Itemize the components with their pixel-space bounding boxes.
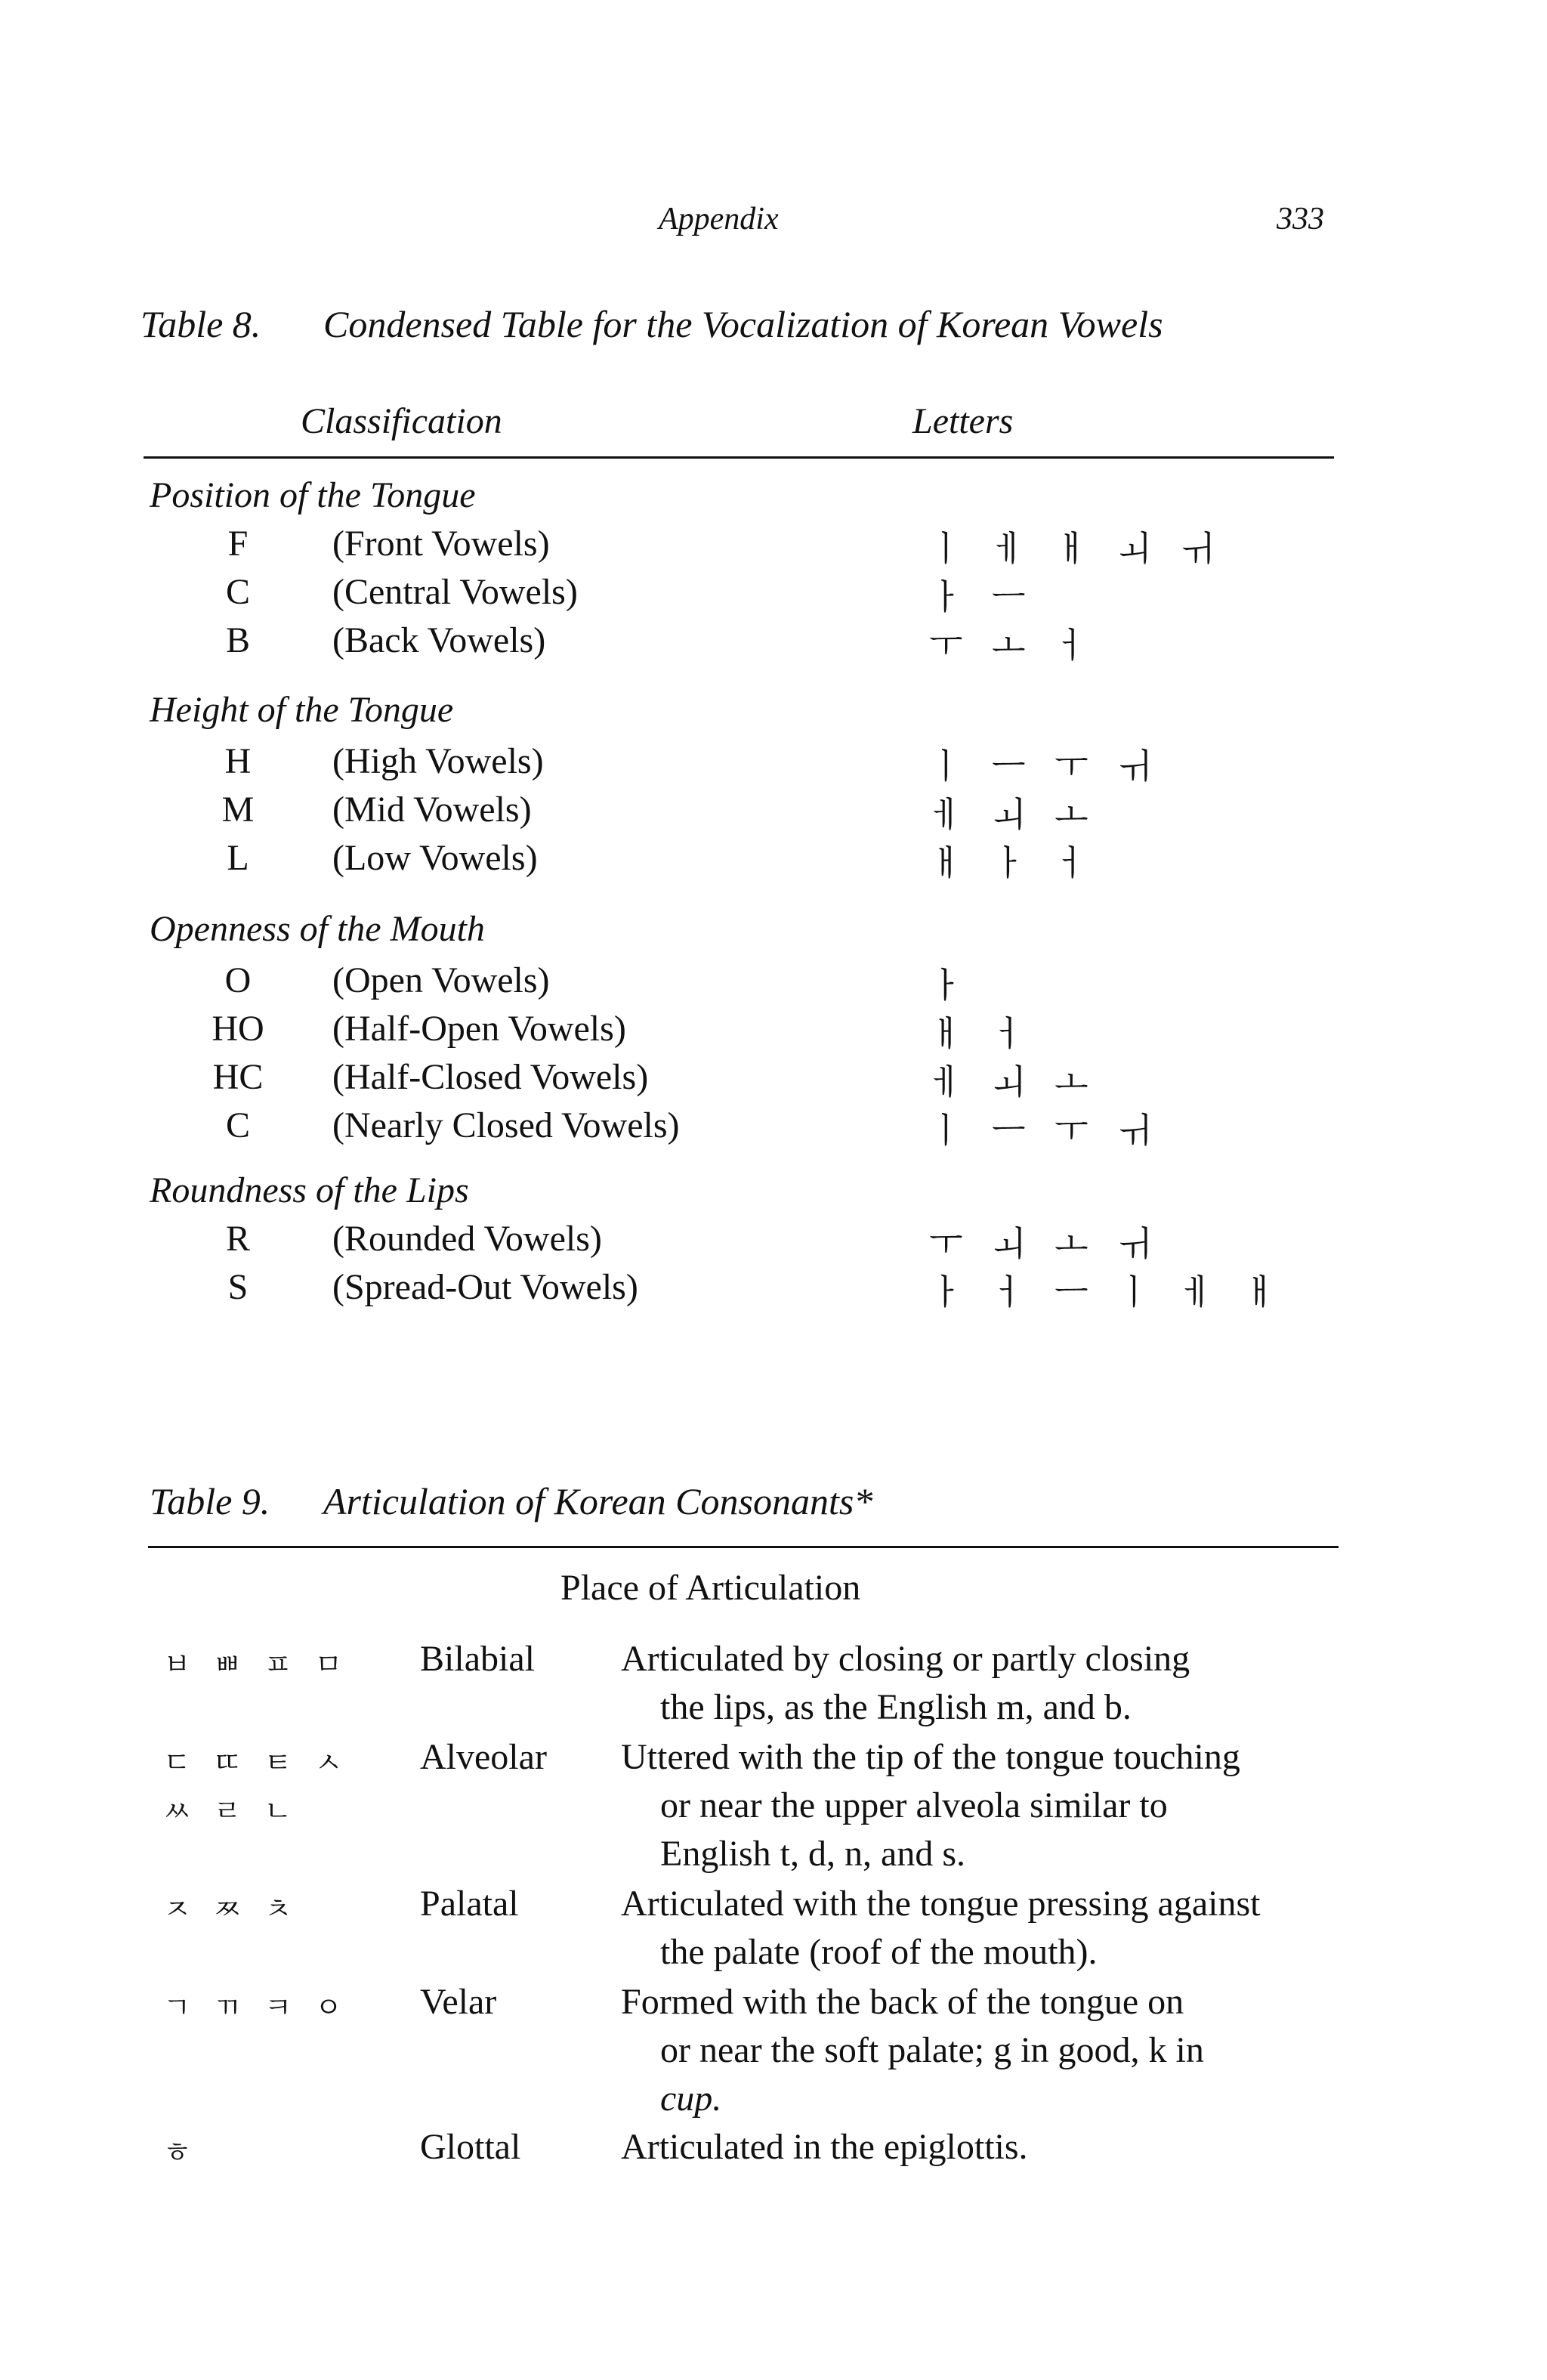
col-place-of-articulation: Place of Articulation [560, 1568, 861, 1608]
consonant-letters: ㄱ ㄲ ㅋ ㅇ [163, 1991, 343, 2024]
row-description: (Central Vowels) [332, 572, 578, 612]
table9-label: Table 9. [150, 1480, 270, 1522]
table9-rule [148, 1546, 1339, 1548]
vowel-letters: ㅏ ㅡ [929, 576, 1026, 617]
section-heading: Openness of the Mouth [150, 909, 485, 949]
row-description: (Spread-Out Vowels) [332, 1267, 638, 1307]
col-classification: Classification [301, 401, 502, 441]
consonant-letters: ㅂ ㅃ ㅍ ㅁ [163, 1648, 343, 1681]
consonant-letters: ㄷ ㄸ ㅌ ㅅ [163, 1746, 343, 1779]
row-description: (Nearly Closed Vowels) [332, 1105, 680, 1145]
vowel-letters: ㅔ ㅚ ㅗ [929, 1062, 1088, 1102]
place-name: Bilabial [420, 1639, 535, 1679]
table8-label: Table 8. [140, 303, 261, 345]
section-heading: Roundness of the Lips [150, 1170, 469, 1210]
section-heading: Position of the Tongue [150, 475, 476, 515]
row-code: HO [212, 1009, 264, 1049]
explanation-line: Articulated in the epiglottis. [621, 2127, 1028, 2167]
place-name: Palatal [420, 1884, 519, 1924]
row-description: (Back Vowels) [332, 620, 546, 660]
row-description: (Half-Open Vowels) [332, 1009, 626, 1049]
vowel-letters: ㅏ ㅓ ㅡ ㅣ ㅔ ㅐ [929, 1272, 1277, 1312]
vowel-letters: ㅣ ㅔ ㅐ ㅚ ㅟ [929, 528, 1214, 569]
row-description: (High Vowels) [332, 741, 544, 781]
row-code: S [227, 1267, 249, 1307]
row-code: M [221, 790, 255, 830]
explanation-line: the lips, as the English m, and b. [660, 1687, 1132, 1727]
running-title: Appendix [659, 202, 779, 236]
row-code: O [224, 960, 252, 1000]
row-code: C [225, 572, 250, 612]
row-code: HC [212, 1057, 264, 1097]
section-heading: Height of the Tongue [150, 690, 454, 730]
vowel-letters: ㅐ ㅓ [929, 1013, 1026, 1054]
explanation-line: or near the upper alveola similar to [660, 1785, 1168, 1825]
row-code: H [224, 741, 252, 781]
place-name: Velar [420, 1982, 497, 2022]
row-description: (Half-Closed Vowels) [332, 1057, 649, 1097]
vowel-letters: ㅜ ㅚ ㅗ ㅟ [929, 1223, 1151, 1264]
row-description: (Open Vowels) [332, 960, 550, 1000]
consonant-letters: ㅆ ㄹ ㄴ [163, 1794, 292, 1828]
vowel-letters: ㅜ ㅗ ㅓ [929, 625, 1088, 666]
explanation-line: Articulated by closing or partly closing [621, 1639, 1190, 1679]
explanation-line: Articulated with the tongue pressing against [621, 1884, 1261, 1924]
row-description: (Mid Vowels) [332, 790, 532, 830]
explanation-line: or near the soft palate; g in good, k in [660, 2030, 1204, 2070]
explanation-line: English t, d, n, and s. [660, 1834, 965, 1874]
table9-title: Articulation of Korean Consonants* [323, 1480, 873, 1522]
explanation-line: Uttered with the tip of the tongue touching [621, 1737, 1240, 1777]
col-letters: Letters [912, 401, 1014, 441]
row-description: (Low Vowels) [332, 838, 538, 878]
row-code: B [225, 620, 250, 660]
consonant-letters: ㅎ [163, 2136, 191, 2169]
page-number: 333 [1277, 202, 1324, 236]
vowel-letters: ㅣ ㅡ ㅜ ㅟ [929, 1110, 1151, 1151]
explanation-line: the palate (roof of the mouth). [660, 1932, 1098, 1972]
place-name: Glottal [420, 2127, 521, 2167]
consonant-letters: ㅈ ㅉ ㅊ [163, 1893, 292, 1926]
place-name: Alveolar [420, 1737, 547, 1777]
row-code: R [225, 1219, 250, 1259]
explanation-line: Formed with the back of the tongue on [621, 1982, 1184, 2022]
vowel-letters: ㅐ ㅏ ㅓ [929, 842, 1088, 883]
vowel-letters: ㅏ [929, 965, 963, 1006]
explanation-line: cup. [660, 2079, 722, 2119]
vowel-letters: ㅣ ㅡ ㅜ ㅟ [929, 746, 1151, 787]
row-code: C [225, 1105, 250, 1145]
row-code: L [227, 838, 249, 878]
vowel-letters: ㅔ ㅚ ㅗ [929, 794, 1088, 835]
table8-rule [144, 456, 1334, 459]
table8-title: Condensed Table for the Vocalization of Korean Vowels [323, 303, 1163, 345]
row-description: (Front Vowels) [332, 524, 550, 564]
row-code: F [227, 524, 249, 564]
row-description: (Rounded Vowels) [332, 1219, 602, 1259]
